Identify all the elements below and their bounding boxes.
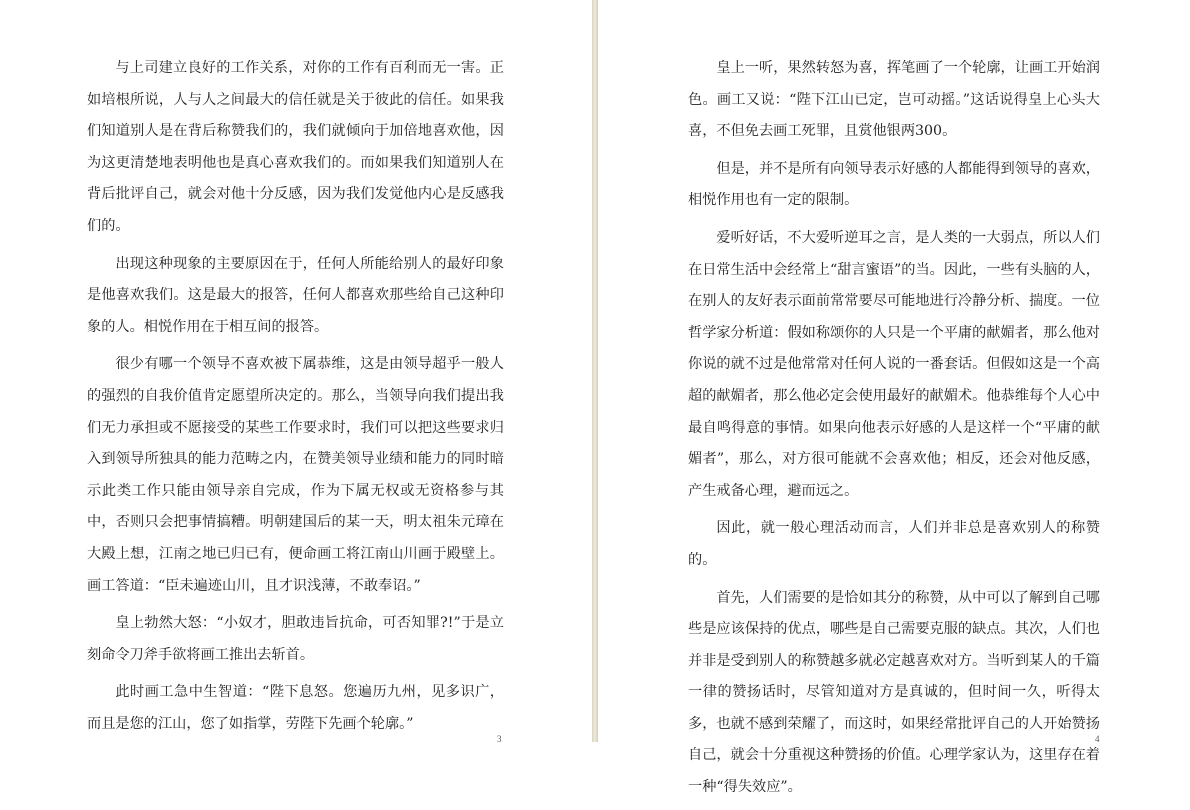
left-page-text: [87, 53, 504, 746]
page-number: 3: [497, 734, 502, 744]
paragraph: 爱听好话，不大爱听逆耳之言，是人类的一大弱点，所以人们在日常生活中会经常上“甜言蜜语”的当。因此，一些有头脑的人，在别人的友好表示面前常常要尽可能地进行冷静分析、揣度。一位哲学家分析道：假如称颂你的人只是一个平庸的献媚者，那么他对你说的就不过是他常常对任何人说的一番套话。但假如这是一个高超的献媚者，那么他必定会使用最好的献媚术。他恭维每个人心中最自鸣得意的事情。如果向他表示好感的人是这样一个“平庸的献媚者”，那么，对方很可能就不会喜欢他；相反，还会对他反感，产生戒备心理，避而远之。: [688, 229, 1100, 499]
paragraph: 与上司建立良好的工作关系，对你的工作有百利而无一害。正如培根所说，人与人之间最大的信任就是关于彼此的信任。如果我们知道别人是在背后称赞我们的，我们就倾向于加倍地喜欢他，因为这更清楚地表明他也是真心喜欢我们的。而如果我们知道别人在背后批评自己，就会对他十分反感，因为我们发觉他内心是反感我们的。: [87, 60, 504, 234]
left-page: [0, 0, 592, 742]
paragraph: 皇上勃然大怒：“小奴才，胆敢违旨抗命，可否知罪?!”于是立刻命令刀斧手欲将画工推出去斩首。: [87, 615, 504, 663]
paragraph: 因此，就一般心理活动而言，人们并非总是喜欢别人的称赞的。: [688, 520, 1100, 568]
paragraph: 首先，人们需要的是恰如其分的称赞，从中可以了解到自己哪些是应该保持的优点，哪些是自己需要克服的缺点。其次，人们也并非是受到别人的称赞越多就必定越喜欢对方。当听到某人的千篇一律的赞扬话时，尽管知道对方是真诚的，但时间一久，听得太多，也就不感到荣耀了，而这时，如果经常批评自己的人开始赞扬自己，就会十分重视这种赞扬的价值。心理学家认为，这里存在着一种“得失效应”。: [688, 589, 1100, 796]
paragraph: 出现这种现象的主要原因在于，任何人所能给别人的最好印象是他喜欢我们。这是最大的报答，任何人都喜欢那些给自己这种印象的人。相悦作用在于相互间的报答。: [87, 255, 504, 335]
paragraph: 但是，并不是所有向领导表示好感的人都能得到领导的喜欢，相悦作用也有一定的限制。: [688, 160, 1100, 209]
right-page: [598, 0, 1190, 796]
right-page-text: [688, 53, 1100, 810]
page-number: 4: [1095, 734, 1100, 744]
paragraph: 很少有哪一个领导不喜欢被下属恭维，这是由领导超乎一般人的强烈的自我价值肯定愿望所决定的。那么，当领导向我们提出我们无力承担或不愿接受的某些工作要求时，我们可以把这些要求归入到领导所独具的能力范畴之内，在赞美领导业绩和能力的同时暗示此类工作只能由领导亲自完成，作为下属无权或无资格参与其中，否则只会把事情搞糟。明朝建国后的某一天，明太祖朱元璋在大殿上想，江南之地已归已有，便命画工将江南山川画于殿壁上。画工答道：“臣未遍迹山川，且才识浅薄，不敢奉诏。”: [87, 356, 504, 594]
paragraph: 皇上一听，果然转怒为喜，挥笔画了一个轮廓，让画工开始润色。画工又说：“陛下江山已定，岂可动摇。”这话说得皇上心头大喜，不但免去画工死罪，且赏他银两300。: [688, 60, 1100, 140]
paragraph: 此时画工急中生智道：“陛下息怒。您遍历九州，见多识广，而且是您的江山，您了如指掌，劳陛下先画个轮廓。”: [87, 684, 504, 732]
